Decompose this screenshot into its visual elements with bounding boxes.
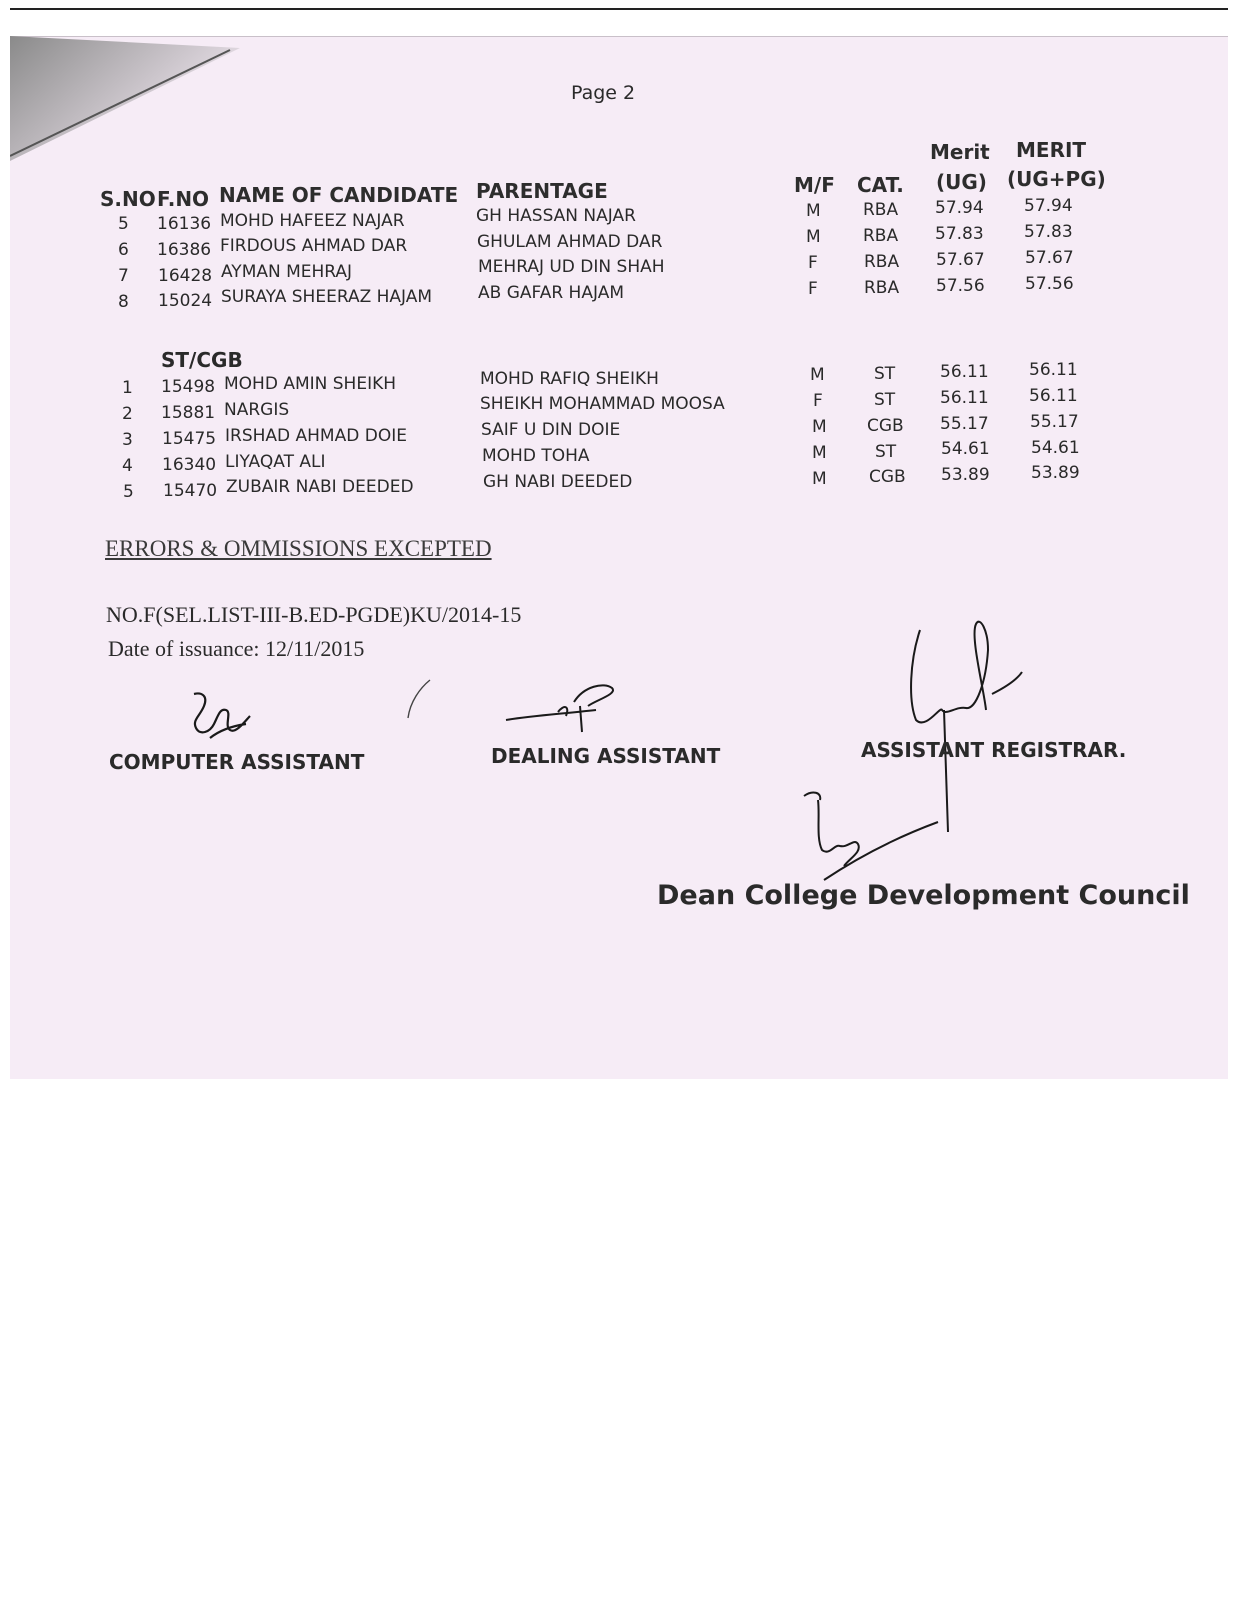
cell-category: RBA: [863, 226, 899, 246]
computer-assistant-title: COMPUTER ASSISTANT: [109, 750, 365, 774]
cell-category: RBA: [864, 278, 900, 298]
cell-fno: 15470: [163, 481, 218, 501]
dealing-assistant-title: DEALING ASSISTANT: [491, 744, 721, 768]
cell-fno: 15024: [158, 291, 213, 311]
cell-name: NARGIS: [224, 400, 290, 420]
cell-name: SURAYA SHEERAZ HAJAM: [221, 287, 433, 307]
cell-fno: 16428: [158, 266, 213, 286]
cell-fno: 16386: [157, 240, 212, 260]
cell-name: AYMAN MEHRAJ: [221, 262, 353, 282]
computer-assistant-signature: [180, 686, 260, 750]
cell-merit-ug: 56.11: [940, 388, 989, 408]
cell-category: CGB: [867, 416, 904, 436]
cell-mf: M: [810, 365, 825, 385]
assistant-registrar-title: ASSISTANT REGISTRAR.: [861, 738, 1127, 762]
cell-category: RBA: [864, 252, 900, 272]
cell-parentage: MEHRAJ UD DIN SHAH: [478, 257, 665, 277]
cell-merit-ug: 57.83: [935, 224, 984, 244]
cell-parentage: MOHD TOHA: [482, 446, 590, 466]
cell-sno: 1: [122, 378, 133, 398]
cell-parentage: GHULAM AHMAD DAR: [477, 232, 663, 252]
cell-merit-ugpg: 57.67: [1025, 248, 1074, 268]
cell-merit-ugpg: 55.17: [1030, 412, 1079, 432]
cell-merit-ug: 56.11: [940, 362, 989, 382]
cell-merit-ug: 53.89: [941, 465, 990, 485]
cell-sno: 3: [122, 430, 133, 450]
cell-sno: 4: [122, 456, 133, 476]
cell-sno: 5: [123, 482, 134, 502]
cell-mf: M: [812, 443, 827, 463]
cell-parentage: AB GAFAR HAJAM: [478, 283, 624, 303]
cell-merit-ugpg: 57.83: [1024, 222, 1073, 242]
issuance-date-label: Date of issuance:: [108, 636, 260, 661]
cell-parentage: GH NABI DEEDED: [483, 472, 633, 492]
cell-sno: 6: [118, 240, 129, 260]
header-merit-ugpg-line2: (UG+PG): [1007, 167, 1106, 191]
header-fno: F.NO: [157, 187, 210, 211]
stray-pen-mark: [396, 676, 436, 722]
cell-category: RBA: [863, 200, 899, 220]
cell-parentage: GH HASSAN NAJAR: [476, 206, 636, 226]
cell-merit-ugpg: 54.61: [1031, 438, 1080, 458]
header-sno: S.NO: [100, 187, 156, 211]
dean-title: Dean College Development Council: [657, 880, 1190, 911]
issuance-date-value: 12/11/2015: [265, 636, 365, 661]
section-label-st-cgb: ST/CGB: [161, 348, 243, 372]
cell-merit-ugpg: 57.56: [1025, 274, 1074, 294]
cell-mf: M: [812, 417, 827, 437]
errors-omissions-note: ERRORS & OMMISSIONS EXCEPTED: [105, 536, 492, 561]
cell-name: MOHD HAFEEZ NAJAR: [220, 211, 405, 231]
cell-mf: M: [806, 227, 821, 247]
page-number: Page 2: [571, 82, 636, 104]
issuance-date-line: [108, 636, 364, 662]
cell-parentage: SAIF U DIN DOIE: [481, 420, 621, 440]
cell-name: ZUBAIR NABI DEEDED: [226, 477, 414, 497]
cell-merit-ug: 57.94: [935, 198, 984, 218]
cell-name: MOHD AMIN SHEIKH: [224, 374, 397, 394]
cell-sno: 2: [122, 404, 133, 424]
reference-number: NO.F(SEL.LIST-III-B.ED-PGDE)KU/2014-15: [106, 602, 522, 627]
cell-mf: F: [813, 391, 823, 411]
cell-fno: 15475: [162, 429, 217, 449]
header-category: CAT.: [857, 173, 904, 197]
cell-parentage: MOHD RAFIQ SHEIKH: [480, 369, 659, 389]
cell-name: IRSHAD AHMAD DOIE: [225, 426, 407, 446]
dean-signature: [800, 786, 950, 886]
cell-category: ST: [875, 442, 897, 462]
cell-fno: 16340: [162, 455, 217, 475]
cell-merit-ugpg: 53.89: [1031, 463, 1080, 483]
header-parentage: PARENTAGE: [476, 179, 608, 203]
header-merit-ugpg-line1: MERIT: [1016, 138, 1087, 162]
dealing-assistant-signature: [500, 676, 624, 736]
cell-parentage: SHEIKH MOHAMMAD MOOSA: [480, 394, 725, 414]
cell-sno: 8: [118, 292, 129, 312]
cell-sno: 5: [118, 214, 129, 234]
cell-merit-ug: 55.17: [940, 414, 989, 434]
cell-merit-ugpg: 57.94: [1024, 196, 1073, 216]
header-mf: M/F: [794, 173, 835, 197]
header-merit-ug-line2: (UG): [936, 170, 987, 194]
cell-merit-ugpg: 56.11: [1029, 386, 1078, 406]
cell-merit-ug: 57.56: [936, 276, 985, 296]
cell-mf: F: [808, 253, 818, 273]
cell-mf: F: [808, 279, 818, 299]
cell-fno: 16136: [157, 214, 212, 234]
header-merit-ug-line1: Merit: [930, 140, 990, 164]
cell-merit-ugpg: 56.11: [1029, 360, 1078, 380]
folded-corner-shadow: [10, 36, 240, 161]
cell-fno: 15498: [161, 377, 216, 397]
cell-category: ST: [874, 364, 896, 384]
cell-category: ST: [874, 390, 896, 410]
cell-mf: M: [812, 469, 827, 489]
cell-name: LIYAQAT ALI: [225, 452, 326, 472]
cell-merit-ug: 57.67: [936, 250, 985, 270]
header-name: NAME OF CANDIDATE: [219, 183, 459, 207]
cell-mf: M: [806, 201, 821, 221]
cell-sno: 7: [118, 266, 129, 286]
cell-merit-ug: 54.61: [941, 439, 990, 459]
cell-category: CGB: [869, 467, 906, 487]
scan-top-rule: [10, 8, 1228, 10]
cell-name: FIRDOUS AHMAD DAR: [220, 236, 408, 256]
cell-fno: 15881: [161, 403, 216, 423]
